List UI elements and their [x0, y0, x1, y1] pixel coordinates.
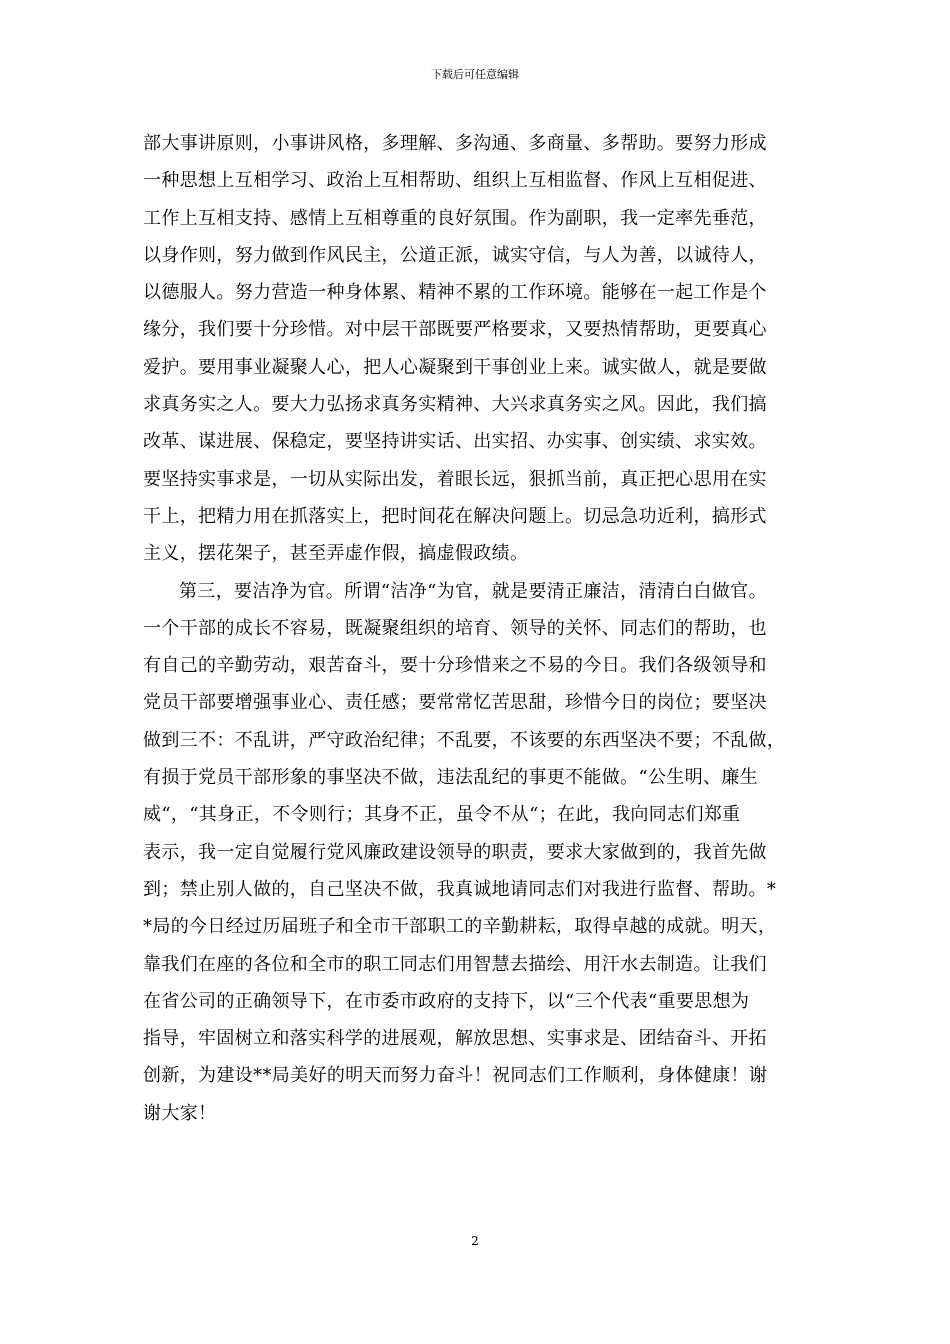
text-line: 威“，“其身正，不令则行；其身不正，虽令不从“；在此，我向同志们郑重 [143, 804, 741, 826]
text-line: 有损于党员干部形象的事坚决不做，违法乱纪的事更不能做。“公生明、廉生 [143, 767, 759, 789]
text-line: 到；禁止别人做的，自己坚决不做，我真诚地请同志们对我进行监督、帮助。* [143, 878, 777, 900]
text-line: 党员干部要增强事业心、责任感；要常常忆苦思甜，珍惜今日的岗位；要坚决 [143, 692, 767, 714]
text-line: 主义，摆花架子，甚至弄虚作假，搞虚假政绩。 [143, 543, 529, 565]
text-line: 以身作则，努力做到作风民主，公道正派，诚实守信，与人为善，以诚待人， [143, 244, 767, 266]
text-line: 一种思想上互相学习、政治上互相帮助、组织上互相监督、作风上互相促进、 [143, 170, 767, 192]
text-line: 做到三不：不乱讲，严守政治纪律；不乱要，不该要的东西坚决不要；不乱做， [143, 729, 786, 751]
page-number: 2 [471, 1234, 479, 1248]
page-header: 下载后可任意编辑 [431, 68, 519, 81]
text-line: 改革、谋进展、保稳定，要坚持讲实话、出实招、办实事、创实绩、求实效。 [143, 431, 767, 453]
text-line: 靠我们在座的各位和全市的职工同志们用智慧去描绘、用汗水去制造。让我们 [143, 953, 767, 975]
document-body [143, 125, 815, 1132]
text-line: 部大事讲原则，小事讲风格，多理解、多沟通、多商量、多帮助。要努力形成 [143, 133, 767, 154]
text-line: 以德服人。努力营造一种身体累、精神不累的工作环境。能够在一起工作是个 [143, 282, 767, 304]
text-line: 缘分，我们要十分珍惜。对中层干部既要严格要求，又要热情帮助，更要真心 [143, 319, 767, 341]
text-line: 谢大家！ [143, 1102, 217, 1124]
text-line: 在省公司的正确领导下，在市委市政府的支持下，以“三个代表“重要思想为 [143, 990, 750, 1012]
text-line: 干上，把精力用在抓落实上，把时间花在解决问题上。切忌急功近利，搞形式 [143, 505, 767, 527]
text-line: 指导，牢固树立和落实科学的进展观，解放思想、实事求是、团结奋斗、开拓 [143, 1028, 767, 1050]
paragraph-first-line: 第三，要洁净为官。所谓“洁净“为官，就是要清正廉洁，清清白白做官。 [179, 580, 767, 602]
text-line: *局的今日经过历届班子和全市干部职工的辛勤耕耘，取得卓越的成就。明天， [143, 916, 777, 938]
text-line: 爱护。要用事业凝聚人心，把人心凝聚到干事创业上来。诚实做人，就是要做 [143, 356, 767, 378]
text-line: 要坚持实事求是，一切从实际出发，着眼长远，狠抓当前，真正把心思用在实 [143, 468, 767, 490]
text-line: 工作上互相支持、感情上互相尊重的良好氛围。作为副职，我一定率先垂范， [143, 207, 767, 229]
text-line: 创新，为建设**局美好的明天而努力奋斗！祝同志们工作顺利，身体健康！谢 [143, 1065, 768, 1087]
text-line: 求真务实之人。要大力弘扬求真务实精神、大兴求真务实之风。因此，我们搞 [143, 394, 767, 416]
text-line: 表示，我一定自觉履行党风廉政建设领导的职责，要求大家做到的，我首先做 [143, 841, 767, 863]
text-line: 一个干部的成长不容易，既凝聚组织的培育、领导的关怀、同志们的帮助，也 [143, 617, 767, 639]
text-line: 有自己的辛勤劳动，艰苦奋斗，要十分珍惜来之不易的今日。我们各级领导和 [143, 655, 767, 677]
